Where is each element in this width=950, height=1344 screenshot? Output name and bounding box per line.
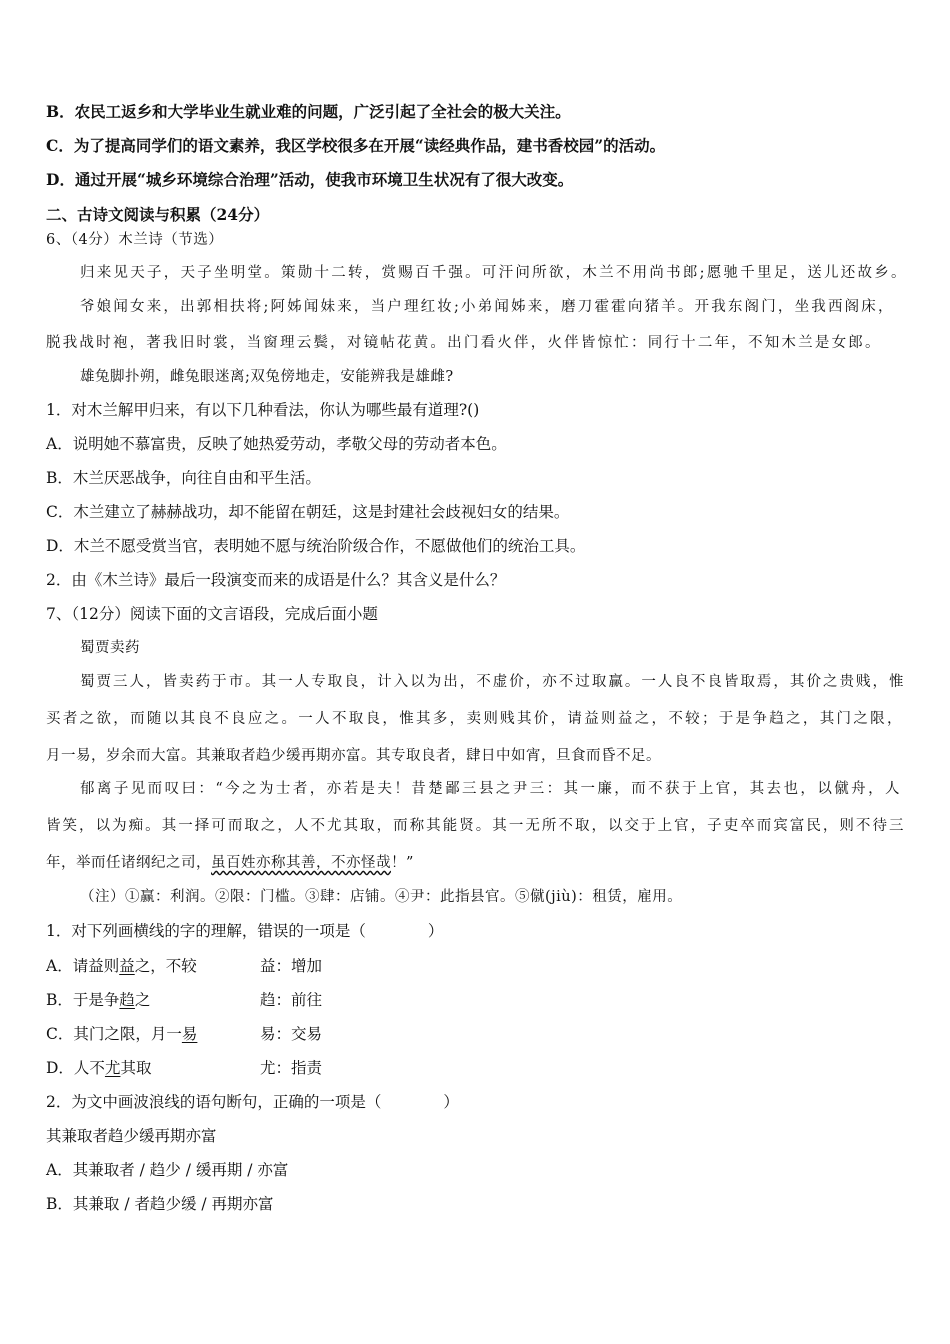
wavy-underlined-sentence: 虽百姓亦称其善，不亦怪哉 xyxy=(211,855,391,871)
q6-sub1: 1．对木兰解甲归来，有以下几种看法，你认为哪些最有道理?() xyxy=(46,401,480,419)
passage-line: 月一易，岁余而大富。其兼取者趋少缓再期亦富。其专取良者，肆日中如宵，旦食而昏不足。 xyxy=(46,748,661,764)
option-text: 之 xyxy=(134,991,151,1009)
option-gloss: 易：交易 xyxy=(260,1025,323,1043)
q7-sub1-option-d xyxy=(46,1058,446,1078)
option-text: D．人不 xyxy=(46,1059,105,1077)
q6-poem-line: 归来见天子，天子坐明堂。策勋十二转，赏赐百千强。可汗问所欲，木兰不用尚书郎;愿驰千里足，送儿还故乡。 xyxy=(80,265,906,281)
q6-option-a: A．说明她不慕富贵，反映了她热爱劳动，孝敬父母的劳动者本色。 xyxy=(46,435,507,453)
q6-poem-line: 脱我战时袍，著我旧时裳，当窗理云鬓，对镜帖花黄。出门看火伴，火伴皆惊忙：同行十二年，不知木兰是女郎。 xyxy=(46,335,880,351)
q6-poem-line: 雄兔脚扑朔，雌兔眼迷离;双兔傍地走，安能辨我是雄雌? xyxy=(80,369,454,385)
q6-title: 6、（4分）木兰诗（节选） xyxy=(46,232,224,248)
question-text: 2．为文中画波浪线的语句断句，正确的一项是（ xyxy=(46,1093,382,1111)
q7-sub2-sentence: 其兼取者趋少缓再期亦富 xyxy=(46,1127,217,1145)
option-text: 之，不较 xyxy=(134,957,197,975)
passage-line: 皆笑，以为痴。其一择可而取之，人不尤其取，而称其能贤。其一无所不取，以交于上官，子吏卒而宾富民，则不待三 xyxy=(46,818,904,834)
option-text: C．其门之限，月一 xyxy=(46,1025,182,1043)
option-gloss: 益：增加 xyxy=(260,957,323,975)
q6-option-c: C．木兰建立了赫赫战功，却不能留在朝廷，这是封建社会歧视妇女的结果。 xyxy=(46,503,570,521)
passage-line: 蜀贾三人，皆卖药于市。其一人专取良，计入以为出，不虚价，亦不过取赢。一人良不良皆取焉，其价之贵贱，惟 xyxy=(80,674,904,690)
q5-option-b: B．农民工返乡和大学毕业生就业难的问题，广泛引起了全社会的极大关注。 xyxy=(46,102,571,121)
option-text: A．请益则 xyxy=(46,957,120,975)
q7-sub1-option-b xyxy=(46,990,446,1010)
option-gloss: 尤：指责 xyxy=(260,1059,323,1077)
q7-sub1-option-a xyxy=(46,956,446,976)
underlined-char: 易 xyxy=(181,1025,198,1043)
q7-sub2-option-b: B．其兼取 / 者趋少缓 / 再期亦富 xyxy=(46,1195,274,1213)
q5-option-c: C．为了提高同学们的语文素养，我区学校很多在开展“读经典作品，建书香校园”的活动。 xyxy=(46,136,666,155)
underlined-char: 益 xyxy=(119,957,135,975)
option-text: 其取 xyxy=(120,1059,152,1077)
q6-option-b: B．木兰厌恶战争，向往自由和平生活。 xyxy=(46,469,321,487)
question-text: 1．对下列画横线的字的理解，错误的一项是（ xyxy=(46,922,366,940)
q7-sub1-option-c xyxy=(46,1024,446,1044)
q7-sub2 xyxy=(46,1092,459,1112)
underlined-char: 趋 xyxy=(119,991,135,1009)
q6-poem-line: 爷娘闻女来，出郭相扶将;阿姊闻妹来，当户理红妆;小弟闻姊来，磨刀霍霍向猪羊。开我东阁门，坐我西阁床， xyxy=(80,299,893,315)
q7-title: 7、（12分）阅读下面的文言语段，完成后面小题 xyxy=(46,605,378,623)
question-paren: ） xyxy=(443,1093,459,1111)
passage-line-last xyxy=(46,853,414,873)
q6-sub2: 2．由《木兰诗》最后一段演变而来的成语是什么？其含义是什么？ xyxy=(46,571,506,589)
underlined-char: 尤 xyxy=(104,1059,121,1077)
passage-text: ！” xyxy=(391,855,414,871)
section2-title: 二、古诗文阅读与积累（24分） xyxy=(46,205,270,224)
q6-option-d: D．木兰不愿受赏当官，表明她不愿与统治阶级合作，不愿做他们的统治工具。 xyxy=(46,537,586,555)
q7-sub1 xyxy=(46,921,443,941)
q5-option-d: D．通过开展“城乡环境综合治理”活动，使我市环境卫生状况有了很大改变。 xyxy=(46,170,574,189)
option-gloss: 趋：前往 xyxy=(260,991,323,1009)
question-paren: ） xyxy=(427,922,444,940)
q7-sub2-option-a: A．其兼取者 / 趋少 / 缓再期 / 亦富 xyxy=(46,1161,289,1179)
passage-line: 买者之欲，而随以其良不良应之。一人不取良，惟其多，卖则贱其价，请益则益之，不较；于是争趋之，其门之限， xyxy=(46,711,902,727)
footnote: （注）①赢：利润。②限：门槛。③肆：店铺。④尹：此指县官。⑤僦(jiù)：租赁，雇用。 xyxy=(80,889,683,905)
option-text: B．于是争 xyxy=(46,991,120,1009)
passage-text: 年，举而任诸纲纪之司， xyxy=(46,855,211,871)
passage-line: 郁离子见而叹曰：“今之为士者，亦若是夫！昔楚鄙三县之尹三：其一廉，而不获于上官，其去也，以僦舟，人 xyxy=(80,781,900,797)
passage-title: 蜀贾卖药 xyxy=(80,640,140,656)
